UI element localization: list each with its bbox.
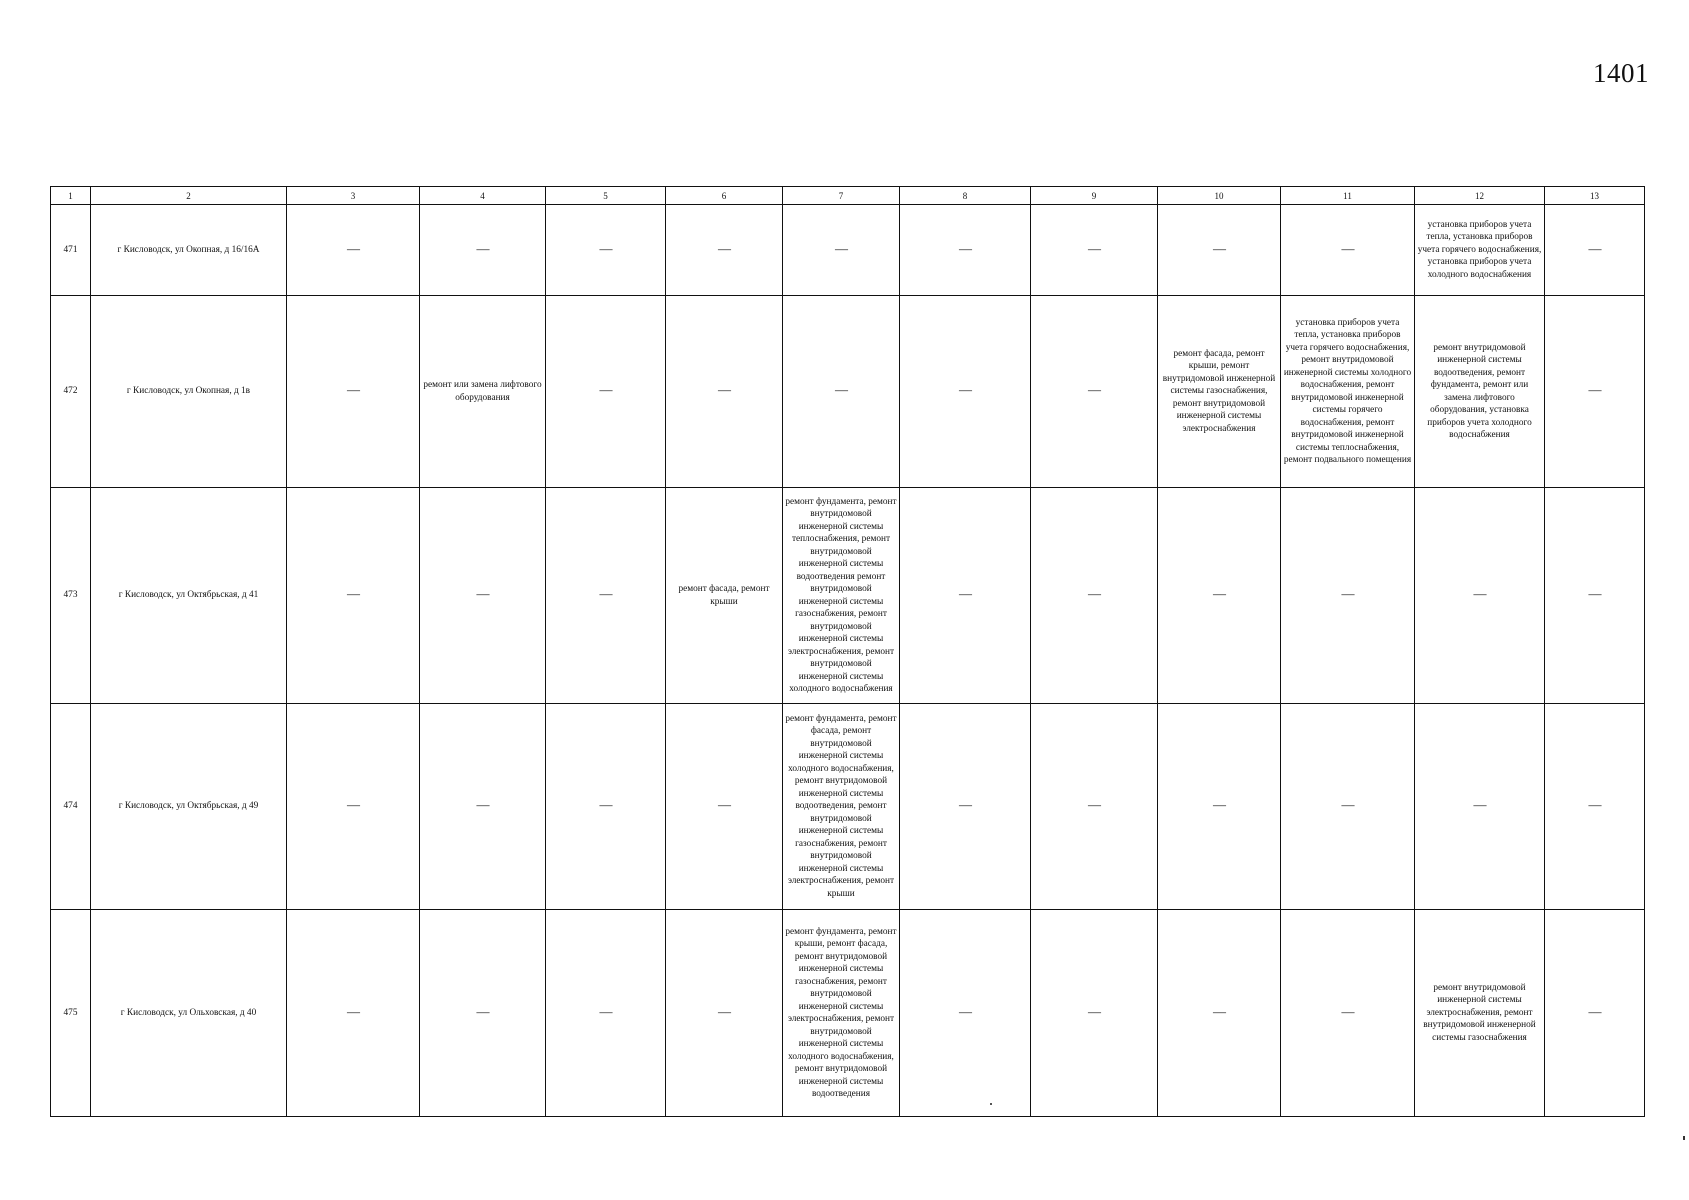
works-cell: ремонт внутридомовой инженерной системы водоотведения, ремонт фундамента, ремонт или замена лифтового оборудования, установка приборов учета холодного водоснабжения bbox=[1415, 296, 1545, 488]
cell bbox=[1158, 205, 1281, 296]
dash-mark: — bbox=[1088, 797, 1100, 813]
column-header: 8 bbox=[900, 187, 1031, 205]
dash-mark: — bbox=[718, 797, 730, 813]
works-cell: ремонт фундамента, ремонт внутридомовой инженерной системы теплоснабжения, ремонт внутридомовой инженерной системы водоотведения ремонт внутридомовой инженерной системы газоснабжения, ремонт внутридомовой инженерной системы электроснабжения, ремонт внутридомовой инженерной системы холодного водоснабжения bbox=[783, 488, 900, 704]
scan-speck bbox=[1683, 1136, 1685, 1140]
dash-mark: — bbox=[1341, 1003, 1354, 1019]
column-header: 10 bbox=[1158, 187, 1281, 205]
cell bbox=[546, 296, 666, 488]
column-header: 3 bbox=[287, 187, 420, 205]
cell bbox=[1281, 704, 1415, 910]
cell bbox=[1545, 488, 1645, 704]
dash-mark: — bbox=[1588, 797, 1601, 813]
table-row bbox=[51, 205, 1645, 296]
cell bbox=[1545, 205, 1645, 296]
dash-mark: — bbox=[718, 240, 730, 256]
cell bbox=[546, 910, 666, 1117]
cell bbox=[287, 205, 420, 296]
cell bbox=[783, 296, 900, 488]
dash-mark: — bbox=[476, 586, 489, 602]
dash-mark: — bbox=[959, 1003, 971, 1019]
works-cell: ремонт фасада, ремонт крыши, ремонт внутридомовой инженерной системы газоснабжения, ремонт внутридомовой инженерной системы электроснабжения bbox=[1158, 296, 1281, 488]
cell bbox=[546, 704, 666, 910]
cell bbox=[420, 910, 546, 1117]
cell bbox=[420, 704, 546, 910]
cell bbox=[1545, 910, 1645, 1117]
cell bbox=[287, 488, 420, 704]
cell bbox=[666, 704, 783, 910]
cell bbox=[287, 704, 420, 910]
dash-mark: — bbox=[1588, 1003, 1601, 1019]
table-row bbox=[51, 488, 1645, 704]
cell bbox=[1281, 205, 1415, 296]
cell bbox=[1031, 704, 1158, 910]
cell bbox=[1031, 910, 1158, 1117]
address-cell: г Кисловодск, ул Окопная, д 16/16А bbox=[91, 205, 287, 296]
dash-mark: — bbox=[718, 1003, 730, 1019]
column-header: 5 bbox=[546, 187, 666, 205]
cell bbox=[1158, 910, 1281, 1117]
row-number: 473 bbox=[51, 488, 91, 704]
works-cell: ремонт фундамента, ремонт крыши, ремонт фасада, ремонт внутридомовой инженерной системы газоснабжения, ремонт внутридомовой инженерной системы электроснабжения, ремонт внутридомовой инженерной системы холодного водоснабжения, ремонт внутридомовой инженерной системы водоотведения bbox=[783, 910, 900, 1117]
dash-mark: — bbox=[1088, 382, 1100, 398]
cell bbox=[1545, 296, 1645, 488]
address-cell: г Кисловодск, ул Ольховская, д 40 bbox=[91, 910, 287, 1117]
column-header: 11 bbox=[1281, 187, 1415, 205]
dash-mark: — bbox=[1088, 240, 1100, 256]
row-number: 474 bbox=[51, 704, 91, 910]
cell bbox=[900, 704, 1031, 910]
cell bbox=[1158, 488, 1281, 704]
dash-mark: — bbox=[959, 382, 971, 398]
dash-mark: — bbox=[1088, 586, 1100, 602]
dash-mark: — bbox=[599, 797, 612, 813]
scan-speck bbox=[990, 1103, 992, 1105]
capital-repair-table bbox=[50, 186, 1645, 1117]
dash-mark: — bbox=[1473, 586, 1486, 602]
dash-mark: — bbox=[347, 1003, 359, 1019]
address-cell: г Кисловодск, ул Октябрьская, д 49 bbox=[91, 704, 287, 910]
column-header: 6 bbox=[666, 187, 783, 205]
page-number: 1401 bbox=[1593, 58, 1649, 88]
cell bbox=[1281, 910, 1415, 1117]
address-cell: г Кисловодск, ул Октябрьская, д 41 bbox=[91, 488, 287, 704]
cell bbox=[287, 296, 420, 488]
address-cell: г Кисловодск, ул Окопная, д 1в bbox=[91, 296, 287, 488]
dash-mark: — bbox=[476, 240, 489, 256]
row-number: 471 bbox=[51, 205, 91, 296]
dash-mark: — bbox=[1213, 586, 1225, 602]
cell bbox=[666, 205, 783, 296]
table-row bbox=[51, 704, 1645, 910]
dash-mark: — bbox=[959, 797, 971, 813]
cell bbox=[900, 488, 1031, 704]
column-number-row bbox=[51, 187, 1645, 205]
cell bbox=[1158, 704, 1281, 910]
cell bbox=[1415, 488, 1545, 704]
dash-mark: — bbox=[959, 240, 971, 256]
cell bbox=[783, 205, 900, 296]
works-cell: ремонт внутридомовой инженерной системы электроснабжения, ремонт внутридомовой инженерной системы газоснабжения bbox=[1415, 910, 1545, 1117]
table-row bbox=[51, 910, 1645, 1117]
dash-mark: — bbox=[959, 586, 971, 602]
dash-mark: — bbox=[347, 586, 359, 602]
cell bbox=[420, 205, 546, 296]
works-cell: ремонт фундамента, ремонт фасада, ремонт внутридомовой инженерной системы холодного водоснабжения, ремонт внутридомовой инженерной системы водоотведения, ремонт внутридомовой инженерной системы газоснабжения, ремонт внутридомовой инженерной системы электроснабжения, ремонт крыши bbox=[783, 704, 900, 910]
cell bbox=[546, 205, 666, 296]
dash-mark: — bbox=[1588, 382, 1601, 398]
cell bbox=[900, 205, 1031, 296]
dash-mark: — bbox=[1213, 240, 1225, 256]
works-cell: ремонт фасада, ремонт крыши bbox=[666, 488, 783, 704]
cell bbox=[1545, 704, 1645, 910]
works-cell: установка приборов учета тепла, установка приборов учета горячего водоснабжения, установка приборов учета холодного водоснабжения bbox=[1415, 205, 1545, 296]
dash-mark: — bbox=[599, 1003, 612, 1019]
dash-mark: — bbox=[835, 240, 847, 256]
dash-mark: — bbox=[476, 1003, 489, 1019]
cell bbox=[666, 296, 783, 488]
column-header: 4 bbox=[420, 187, 546, 205]
dash-mark: — bbox=[599, 240, 612, 256]
row-number: 475 bbox=[51, 910, 91, 1117]
dash-mark: — bbox=[347, 382, 359, 398]
dash-mark: — bbox=[835, 382, 847, 398]
dash-mark: — bbox=[718, 382, 730, 398]
dash-mark: — bbox=[1341, 797, 1354, 813]
cell bbox=[1415, 704, 1545, 910]
cell bbox=[546, 488, 666, 704]
column-header: 13 bbox=[1545, 187, 1645, 205]
row-number: 472 bbox=[51, 296, 91, 488]
dash-mark: — bbox=[1473, 797, 1486, 813]
column-header: 2 bbox=[91, 187, 287, 205]
works-cell: ремонт или замена лифтового оборудования bbox=[420, 296, 546, 488]
column-header: 9 bbox=[1031, 187, 1158, 205]
cell bbox=[1281, 488, 1415, 704]
dash-mark: — bbox=[599, 586, 612, 602]
works-cell: установка приборов учета тепла, установка приборов учета горячего водоснабжения, ремонт внутридомовой инженерной системы холодного водоснабжения, ремонт внутридомовой инженерной системы горячего водоснабжения, ремонт внутридомовой инженерной системы теплоснабжения, ремонт подвального помещения bbox=[1281, 296, 1415, 488]
cell bbox=[666, 910, 783, 1117]
column-header: 7 bbox=[783, 187, 900, 205]
dash-mark: — bbox=[1588, 240, 1601, 256]
dash-mark: — bbox=[1213, 797, 1225, 813]
dash-mark: — bbox=[599, 382, 612, 398]
dash-mark: — bbox=[1341, 586, 1354, 602]
dash-mark: — bbox=[347, 797, 359, 813]
cell bbox=[1031, 205, 1158, 296]
dash-mark: — bbox=[1213, 1003, 1225, 1019]
cell bbox=[1031, 296, 1158, 488]
dash-mark: — bbox=[347, 240, 359, 256]
dash-mark: — bbox=[1588, 586, 1601, 602]
dash-mark: — bbox=[1088, 1003, 1100, 1019]
table-row bbox=[51, 296, 1645, 488]
cell bbox=[900, 296, 1031, 488]
cell bbox=[900, 910, 1031, 1117]
dash-mark: — bbox=[476, 797, 489, 813]
column-header: 1 bbox=[51, 187, 91, 205]
cell bbox=[287, 910, 420, 1117]
cell bbox=[1031, 488, 1158, 704]
cell bbox=[420, 488, 546, 704]
dash-mark: — bbox=[1341, 240, 1354, 256]
column-header: 12 bbox=[1415, 187, 1545, 205]
